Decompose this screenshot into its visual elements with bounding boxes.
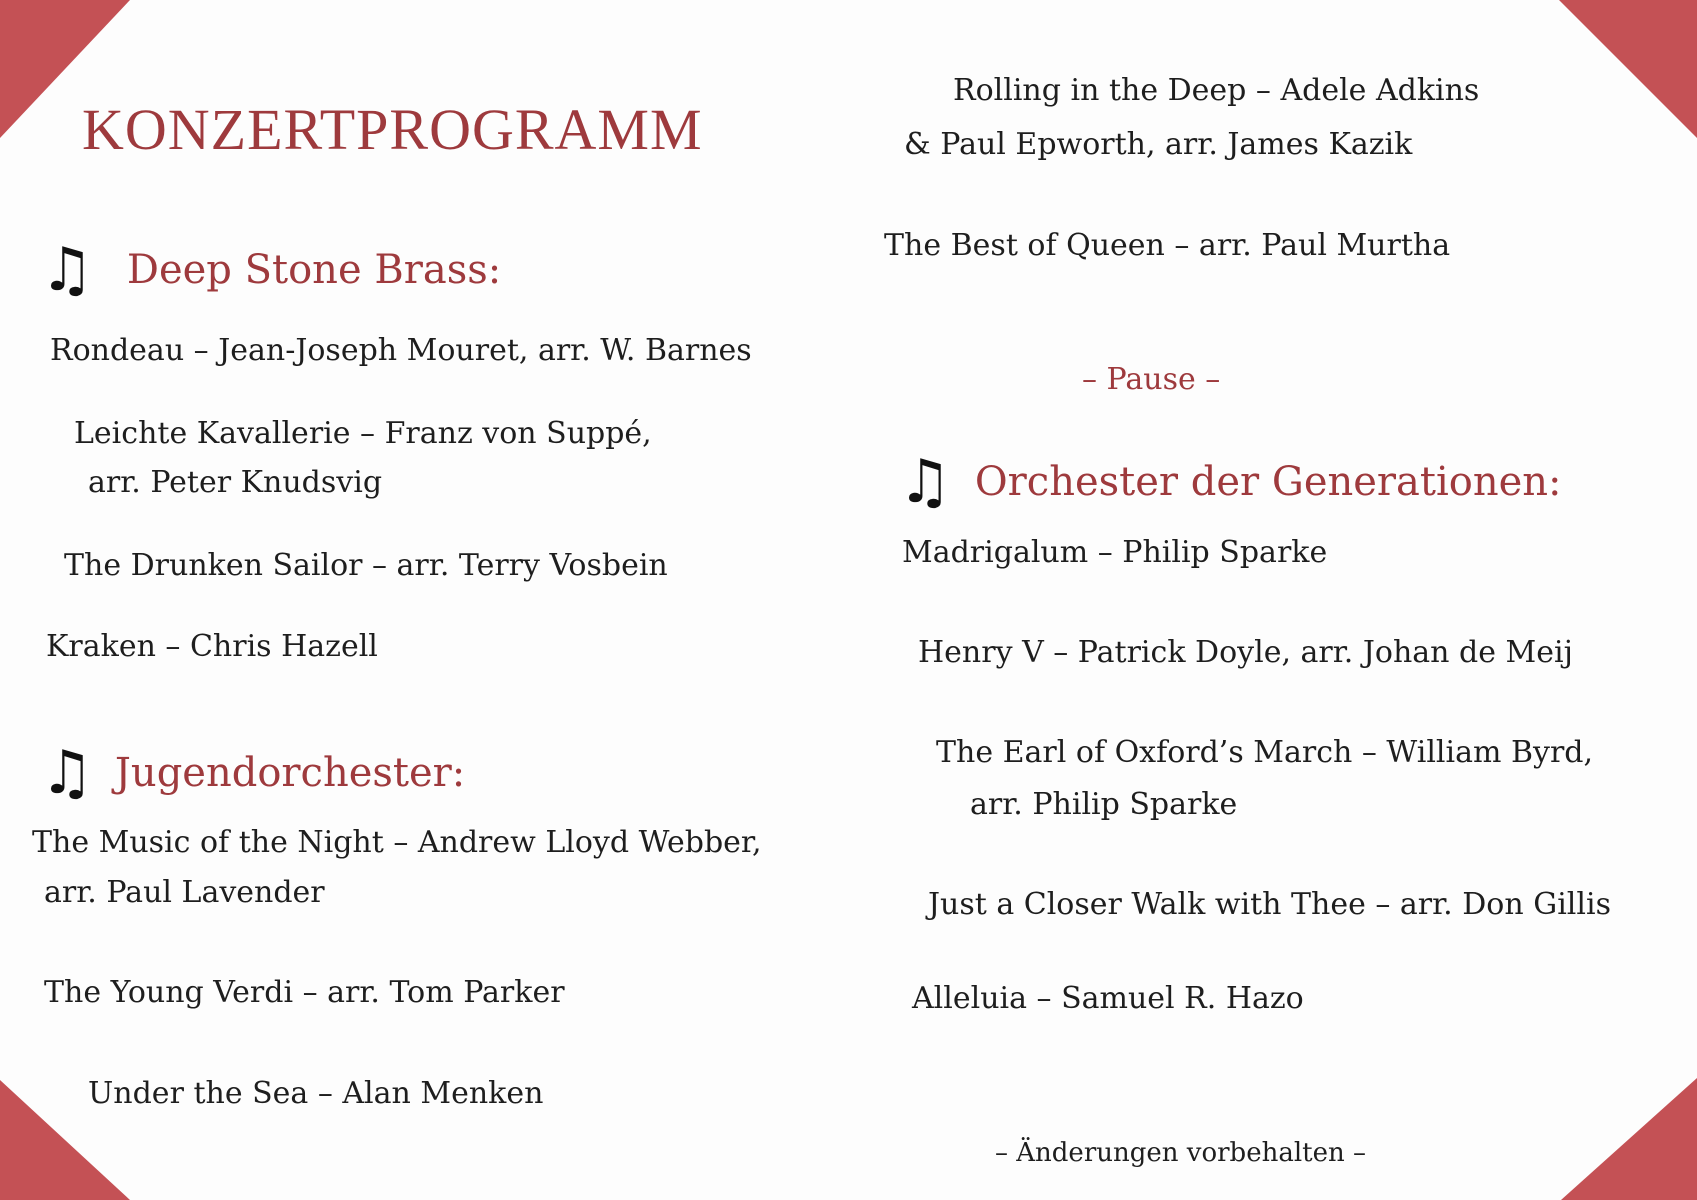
program-item: Alleluia – Samuel R. Hazo [912,981,1304,1016]
corner-decoration-top-right [1559,0,1697,138]
program-item: The Earl of Oxford’s March – William Byrd, [936,735,1594,770]
section-title: Deep Stone Brass: [126,247,502,293]
footer-note: – Änderungen vorbehalten – [995,1138,1366,1168]
music-note-icon: ♫ [898,447,952,517]
section-title: Orchester der Generationen: [974,459,1562,505]
program-item: Under the Sea – Alan Menken [88,1076,544,1111]
program-item: Henry V – Patrick Doyle, arr. Johan de Meij [918,635,1573,670]
section-heading-orchester-der-generationen [898,447,1562,517]
program-item: Rolling in the Deep – Adele Adkins [953,73,1480,108]
program-item: The Best of Queen – arr. Paul Murtha [884,228,1451,263]
program-item-continuation: arr. Philip Sparke [970,787,1238,822]
program-item: Just a Closer Walk with Thee – arr. Don Gillis [928,887,1611,922]
program-item-continuation: & Paul Epworth, arr. James Kazik [904,127,1413,162]
program-item: The Music of the Night – Andrew Lloyd Webber, [32,825,762,860]
program-item: Rondeau – Jean-Joseph Mouret, arr. W. Barnes [50,333,752,368]
program-item: The Young Verdi – arr. Tom Parker [44,975,565,1010]
section-heading-deep-stone-brass [40,235,502,305]
program-item: Kraken – Chris Hazell [46,629,378,664]
music-note-icon: ♫ [40,235,94,305]
section-title: Jugendorchester: [114,750,466,796]
section-heading-jugendorchester [40,738,466,808]
program-item-continuation: arr. Peter Knudsvig [88,465,383,500]
program-item: The Drunken Sailor – arr. Terry Vosbein [64,548,668,583]
page-title: KONZERTPROGRAMM [82,97,703,162]
program-item-continuation: arr. Paul Lavender [44,875,325,910]
corner-decoration-bottom-right [1561,1078,1697,1200]
pause-label: – Pause – [1082,362,1221,397]
program-item: Leichte Kavallerie – Franz von Suppé, [74,416,652,451]
music-note-icon: ♫ [40,738,94,808]
program-item: Madrigalum – Philip Sparke [902,535,1328,570]
